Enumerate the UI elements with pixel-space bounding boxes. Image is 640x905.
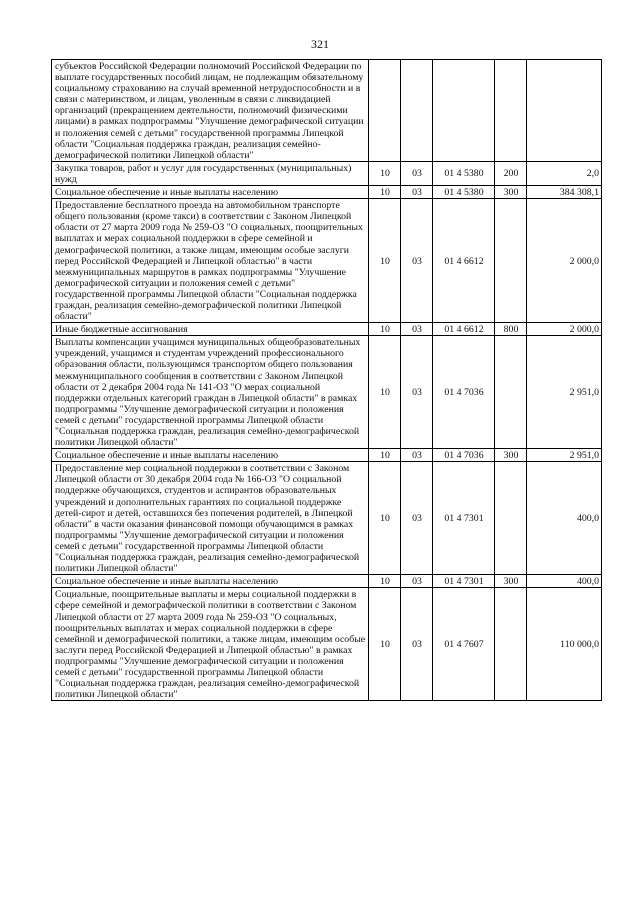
row-sum: 2 000,0 [527,323,602,336]
row-subsection: 03 [401,449,433,462]
row-name: Социальное обеспечение и иные выплаты населению [52,449,369,462]
row-sum: 400,0 [527,575,602,588]
row-sum: 384 308,1 [527,186,602,199]
row-subsection: 03 [401,588,433,701]
row-target: 01 4 7036 [433,336,495,449]
row-name: Предоставление мер социальной поддержки в соответствии с Законом Липецкой области от 30 декабря 2004 года № 166-ОЗ "О социальной поддержке обучающихся, студентов и аспирантов образовательных учреждений и дополнительных гарантиях по социальной поддержке детей-сирот и детей, оставшихся без попечения родителей, в Липецкой области" в части оказания финансовой помощи обучающимся в рамках подпрограммы "Улучшение демографической ситуации и положения семей с детьми" государственной программы Липецкой области "Социальная поддержка граждан, реализация семейно-демографической политики Липецкой области" [52,462,369,575]
row-subsection: 03 [401,462,433,575]
row-name: Социальное обеспечение и иные выплаты населению [52,575,369,588]
row-name: Выплаты компенсации учащимся муниципальных общеобразовательных учреждений, учащимся и студентам учреждений профессионального образования области, пользующимся транспортом общего пользования межмуниципального сообщения в соответствии с Законом Липецкой области от 2 декабря 2004 года № 141-ОЗ "О мерах социальной поддержки отдельных категорий граждан в Липецкой области" в рамках подпрограммы "Улучшение демографической ситуации и положения семей с детьми" государственной программы Липецкой области "Социальная поддержка граждан, реализация семейно-демографической политики Липецкой области" [52,336,369,449]
row-name: Социальное обеспечение и иные выплаты населению [52,186,369,199]
table-row [52,462,602,575]
row-type: 800 [495,323,527,336]
row-name: Социальные, поощрительные выплаты и меры социальной поддержки в сфере семейной и демографической политики в соответствии с Законом Липецкой области от 27 марта 2009 года № 259-ОЗ "О социальных, поощрительных выплатах и мерах социальной поддержки в сфере семейной и демографической политики, а также лицам, имеющим особые заслуги перед Российской Федерацией и Липецкой областью" в рамках подпрограммы "Улучшение демографической ситуации и положения семей с детьми" государственной программы Липецкой области "Социальная поддержка граждан, реализация семейно-демографической политики Липецкой области" [52,588,369,701]
row-sum: 400,0 [527,462,602,575]
table-row [52,336,602,449]
table-row [52,161,602,185]
table-row [52,575,602,588]
row-target: 01 4 6612 [433,323,495,336]
row-section [369,60,401,162]
row-target: 01 4 7036 [433,449,495,462]
row-target [433,60,495,162]
budget-table [51,59,602,701]
row-target: 01 4 7301 [433,462,495,575]
row-subsection: 03 [401,161,433,185]
row-type: 200 [495,161,527,185]
table-row [52,199,602,323]
row-target: 01 4 7301 [433,575,495,588]
table-row [52,588,602,701]
row-target: 01 4 5380 [433,186,495,199]
row-section: 10 [369,186,401,199]
row-name: Предоставление бесплатного проезда на автомобильном транспорте общего пользования (кроме такси) в соответствии с Законом Липецкой области от 27 марта 2009 года № 259-ОЗ "О социальных, поощрительных выплатах и мерах социальной поддержки в сфере семейной и демографической политики, а также лицам, имеющим особые заслуги перед Российской Федерацией и Липецкой областью" в части межмуниципальных маршрутов в рамках подпрограммы "Улучшение демографической ситуации и положения семей с детьми" государственной программы Липецкой области "Социальная поддержка граждан, реализация семейно-демографической политики Липецкой области" [52,199,369,323]
row-type: 300 [495,449,527,462]
row-type [495,588,527,701]
page-number: 321 [311,37,329,51]
row-section: 10 [369,449,401,462]
row-section: 10 [369,575,401,588]
table-row [52,449,602,462]
row-type [495,60,527,162]
row-section: 10 [369,323,401,336]
row-subsection: 03 [401,336,433,449]
table-row [52,323,602,336]
row-target: 01 4 7607 [433,588,495,701]
row-subsection: 03 [401,575,433,588]
row-section: 10 [369,462,401,575]
row-section: 10 [369,161,401,185]
row-target: 01 4 5380 [433,161,495,185]
row-name: Иные бюджетные ассигнования [52,323,369,336]
row-type: 300 [495,575,527,588]
row-name: Закупка товаров, работ и услуг для государственных (муниципальных) нужд [52,161,369,185]
row-subsection: 03 [401,199,433,323]
row-sum [527,60,602,162]
row-section: 10 [369,199,401,323]
row-subsection [401,60,433,162]
row-type [495,462,527,575]
row-sum: 2,0 [527,161,602,185]
row-name: субъектов Российской Федерации полномочий Российской Федерации по выплате государственных пособий лицам, не подлежащим обязательному социальному страхованию на случай временной нетрудоспособности и в связи с материнством, и лицам, уволенным в связи с ликвидацией организаций (прекращением деятельности, полномочий физическими лицами) в рамках подпрограммы "Улучшение демографической ситуации и положения семей с детьми" государственной программы Липецкой области "Социальная поддержка граждан, реализация семейно-демографической политики Липецкой области" [52,60,369,162]
row-type [495,336,527,449]
row-subsection: 03 [401,323,433,336]
row-type: 300 [495,186,527,199]
row-section: 10 [369,336,401,449]
table-row [52,60,602,162]
row-sum: 110 000,0 [527,588,602,701]
row-sum: 2 000,0 [527,199,602,323]
row-subsection: 03 [401,186,433,199]
table-row [52,186,602,199]
row-sum: 2 951,0 [527,336,602,449]
row-target: 01 4 6612 [433,199,495,323]
row-sum: 2 951,0 [527,449,602,462]
row-section: 10 [369,588,401,701]
row-type [495,199,527,323]
